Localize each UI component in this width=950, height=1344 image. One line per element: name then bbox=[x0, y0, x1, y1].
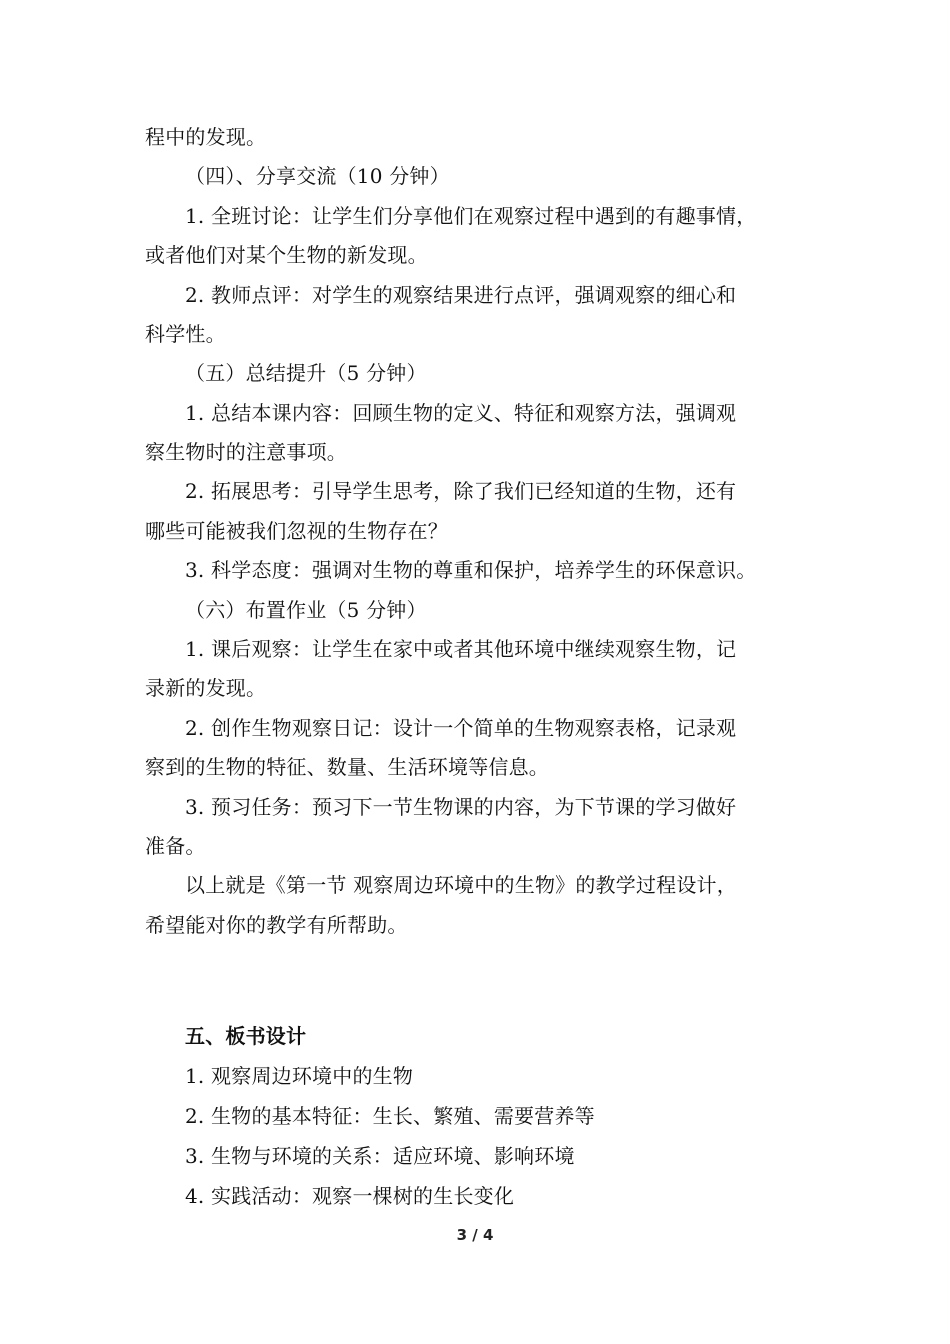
paragraph-line: 以上就是《第一节 观察周边环境中的生物》的教学过程设计， bbox=[185, 873, 737, 897]
paragraph-line: 3. 科学态度：强调对生物的尊重和保护，培养学生的环保意识。 bbox=[185, 558, 757, 582]
board-item: 2. 生物的基本特征：生长、繁殖、需要营养等 bbox=[185, 1104, 595, 1128]
paragraph-line: 哪些可能被我们忽视的生物存在？ bbox=[145, 519, 448, 543]
paragraph-line: 准备。 bbox=[145, 834, 206, 858]
board-item: 1. 观察周边环境中的生物 bbox=[185, 1064, 414, 1088]
section-title: 五、板书设计 bbox=[185, 1024, 307, 1048]
paragraph-line: 或者他们对某个生物的新发现。 bbox=[145, 243, 428, 267]
paragraph-line: 1. 课后观察：让学生在家中或者其他环境中继续观察生物，记 bbox=[185, 637, 737, 661]
page-number: 3 / 4 bbox=[456, 1226, 494, 1244]
paragraph-line: 科学性。 bbox=[145, 322, 226, 346]
paragraph-line: 察生物时的注意事项。 bbox=[145, 440, 347, 464]
subsection-heading: （五）总结提升（5 分钟） bbox=[185, 361, 427, 385]
board-item: 4. 实践活动：观察一棵树的生长变化 bbox=[185, 1184, 515, 1208]
paragraph-line: 1. 全班讨论：让学生们分享他们在观察过程中遇到的有趣事情， bbox=[185, 204, 757, 228]
paragraph-line: 程中的发现。 bbox=[145, 125, 267, 149]
paragraph-line: 录新的发现。 bbox=[145, 676, 267, 700]
subsection-heading: （六）布置作业（5 分钟） bbox=[185, 598, 427, 622]
paragraph-line: 2. 拓展思考：引导学生思考，除了我们已经知道的生物，还有 bbox=[185, 479, 737, 503]
paragraph-line: 2. 教师点评：对学生的观察结果进行点评，强调观察的细心和 bbox=[185, 283, 737, 307]
paragraph-line: 1. 总结本课内容：回顾生物的定义、特征和观察方法，强调观 bbox=[185, 401, 737, 425]
board-item: 3. 生物与环境的关系：适应环境、影响环境 bbox=[185, 1144, 575, 1168]
paragraph-line: 希望能对你的教学有所帮助。 bbox=[145, 913, 408, 937]
paragraph-line: 2. 创作生物观察日记：设计一个简单的生物观察表格，记录观 bbox=[185, 716, 737, 740]
paragraph-line: 察到的生物的特征、数量、生活环境等信息。 bbox=[145, 755, 549, 779]
subsection-heading: （四）、分享交流（10 分钟） bbox=[185, 164, 450, 188]
paragraph-line: 3. 预习任务：预习下一节生物课的内容，为下节课的学习做好 bbox=[185, 795, 737, 819]
